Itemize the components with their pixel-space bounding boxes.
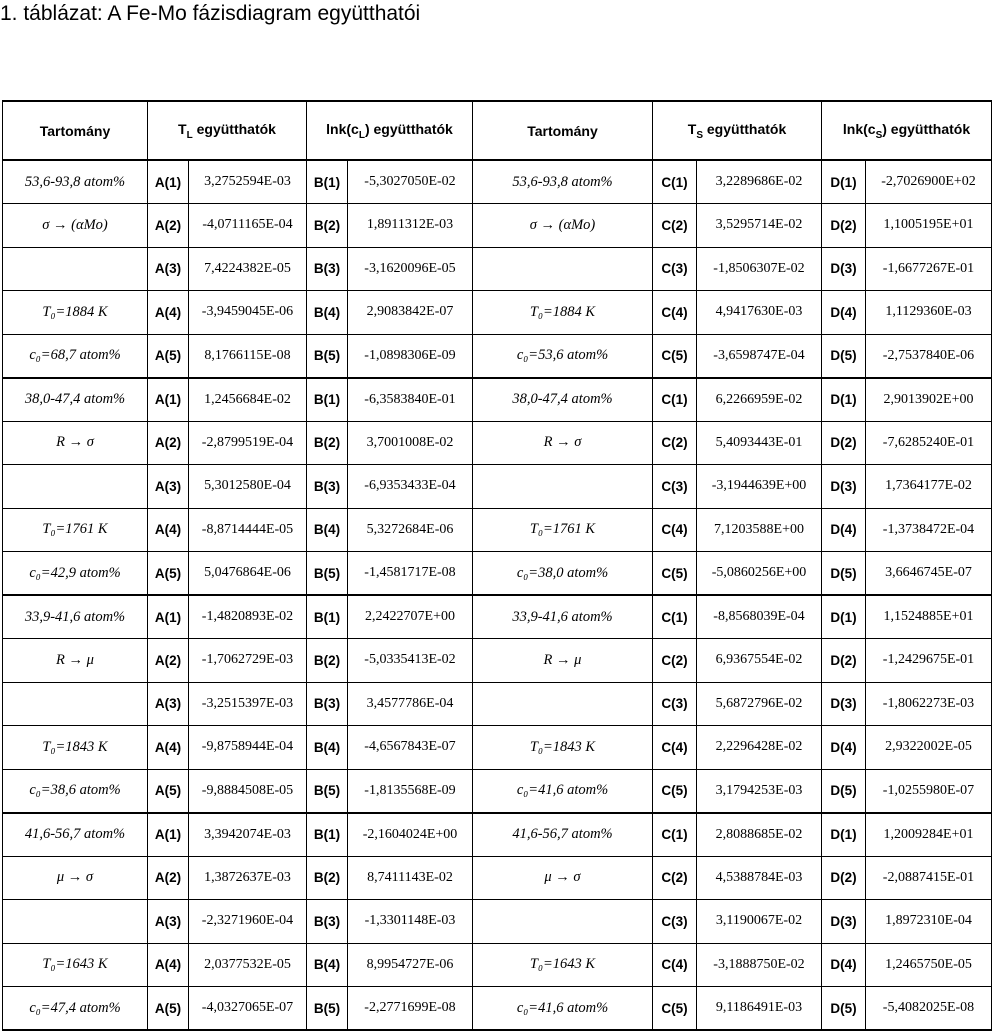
coefficient-label: C(4) xyxy=(653,726,697,770)
coefficient-label: D(4) xyxy=(822,291,866,335)
coefficient-value: 2,2422707E+00 xyxy=(348,595,473,639)
coefficient-value: -3,1888750E-02 xyxy=(697,943,822,987)
range-cell-right: 53,6-93,8 atom% xyxy=(473,160,653,204)
table-row xyxy=(3,465,992,509)
coefficient-value: 1,1005195E+01 xyxy=(866,204,992,248)
range-cell-left: 53,6-93,8 atom% xyxy=(3,160,148,204)
coefficient-label: C(4) xyxy=(653,291,697,335)
coefficient-value: 3,7001008E-02 xyxy=(348,421,473,465)
coefficient-value: -2,3271960E-04 xyxy=(189,900,307,944)
coefficient-value: -4,6567843E-07 xyxy=(348,726,473,770)
coefficient-label: D(3) xyxy=(822,465,866,509)
coefficient-value: 2,8088685E-02 xyxy=(697,813,822,857)
coefficient-value: 1,1524885E+01 xyxy=(866,595,992,639)
range-cell-right xyxy=(473,682,653,726)
coefficient-value: -3,6598747E-04 xyxy=(697,334,822,378)
range-cell-right: c₀=41,6 atom% xyxy=(473,769,653,813)
range-cell-left: R → μ xyxy=(3,639,148,683)
range-cell-right: 41,6-56,7 atom% xyxy=(473,813,653,857)
coefficient-value: 3,5295714E-02 xyxy=(697,204,822,248)
coefficient-value: 3,2752594E-03 xyxy=(189,160,307,204)
table-row xyxy=(3,856,992,900)
range-cell-right xyxy=(473,465,653,509)
coefficient-value: 1,2456684E-02 xyxy=(189,378,307,422)
coefficient-value: -1,7062729E-03 xyxy=(189,639,307,683)
coefficient-label: C(2) xyxy=(653,856,697,900)
range-cell-left: T₀=1643 K xyxy=(3,943,148,987)
coefficient-label: A(1) xyxy=(148,813,189,857)
range-cell-right: T₀=1884 K xyxy=(473,291,653,335)
coefficient-label: A(5) xyxy=(148,769,189,813)
range-cell-right: μ → σ xyxy=(473,856,653,900)
page-title: 1. táblázat: A Fe-Mo fázisdiagram együtthatói xyxy=(0,2,421,25)
coefficient-label: B(1) xyxy=(307,160,348,204)
coefficient-label: D(2) xyxy=(822,856,866,900)
coefficient-value: -2,2771699E-08 xyxy=(348,987,473,1031)
coefficient-value: -9,8884508E-05 xyxy=(189,769,307,813)
coefficient-label: B(3) xyxy=(307,900,348,944)
coefficient-label: C(2) xyxy=(653,421,697,465)
range-cell-right: T₀=1761 K xyxy=(473,508,653,552)
range-cell-left xyxy=(3,465,148,509)
phase-group xyxy=(3,378,992,596)
coefficient-label: D(3) xyxy=(822,247,866,291)
header-lncs-coefficients: $\ln k(c_S)$ együtthatók xyxy=(822,101,992,160)
coefficient-value: -1,6677267E-01 xyxy=(866,247,992,291)
coefficient-label: A(4) xyxy=(148,291,189,335)
coefficient-label: B(4) xyxy=(307,726,348,770)
coefficient-label: D(5) xyxy=(822,552,866,596)
coefficient-label: A(3) xyxy=(148,465,189,509)
coefficient-label: C(1) xyxy=(653,160,697,204)
coefficient-value: 2,9322002E-05 xyxy=(866,726,992,770)
table-row xyxy=(3,769,992,813)
coefficient-label: B(5) xyxy=(307,769,348,813)
coefficient-value: 2,9083842E-07 xyxy=(348,291,473,335)
coefficient-label: C(3) xyxy=(653,900,697,944)
coefficient-value: -5,0335413E-02 xyxy=(348,639,473,683)
range-cell-left: 38,0-47,4 atom% xyxy=(3,378,148,422)
coefficient-value: 1,8911312E-03 xyxy=(348,204,473,248)
range-cell-right: R → μ xyxy=(473,639,653,683)
coefficient-value: -1,8135568E-09 xyxy=(348,769,473,813)
coefficient-label: A(3) xyxy=(148,247,189,291)
table-row xyxy=(3,204,992,248)
coefficient-table xyxy=(2,100,992,1031)
table-row xyxy=(3,943,992,987)
coefficient-label: C(4) xyxy=(653,508,697,552)
header-lncl-coefficients: $\ln k(c_L)$ együtthatók xyxy=(307,101,473,160)
coefficient-label: D(3) xyxy=(822,900,866,944)
coefficient-value: -1,8062273E-03 xyxy=(866,682,992,726)
range-cell-left: μ → σ xyxy=(3,856,148,900)
coefficient-value: -6,9353433E-04 xyxy=(348,465,473,509)
coefficient-label: C(5) xyxy=(653,987,697,1031)
coefficient-label: D(1) xyxy=(822,378,866,422)
coefficient-value: 1,8972310E-04 xyxy=(866,900,992,944)
coefficient-label: D(4) xyxy=(822,943,866,987)
coefficient-value: 8,1766115E-08 xyxy=(189,334,307,378)
range-cell-left: R → σ xyxy=(3,421,148,465)
coefficient-value: 8,9954727E-06 xyxy=(348,943,473,987)
coefficient-value: -5,4082025E-08 xyxy=(866,987,992,1031)
table-row xyxy=(3,378,992,422)
coefficient-value: -5,3027050E-02 xyxy=(348,160,473,204)
range-cell-right: 38,0-47,4 atom% xyxy=(473,378,653,422)
coefficient-label: A(1) xyxy=(148,160,189,204)
coefficient-value: -2,1604024E+00 xyxy=(348,813,473,857)
coefficient-value: -2,7537840E-06 xyxy=(866,334,992,378)
coefficient-value: -2,8799519E-04 xyxy=(189,421,307,465)
coefficient-label: D(1) xyxy=(822,160,866,204)
coefficient-label: D(1) xyxy=(822,813,866,857)
coefficient-label: D(5) xyxy=(822,334,866,378)
header-range-left: Tartomány xyxy=(3,101,148,160)
coefficient-label: C(3) xyxy=(653,247,697,291)
coefficient-label: C(3) xyxy=(653,465,697,509)
coefficient-label: D(3) xyxy=(822,682,866,726)
coefficient-label: C(5) xyxy=(653,769,697,813)
coefficient-value: 6,9367554E-02 xyxy=(697,639,822,683)
coefficient-value: -1,0255980E-07 xyxy=(866,769,992,813)
coefficient-value: 5,4093443E-01 xyxy=(697,421,822,465)
coefficient-value: -3,1620096E-05 xyxy=(348,247,473,291)
coefficient-value: -7,6285240E-01 xyxy=(866,421,992,465)
coefficient-value: -1,8506307E-02 xyxy=(697,247,822,291)
coefficient-value: -1,0898306E-09 xyxy=(348,334,473,378)
table-row xyxy=(3,421,992,465)
range-cell-left: c₀=42,9 atom% xyxy=(3,552,148,596)
coefficient-label: D(4) xyxy=(822,726,866,770)
coefficient-label: A(2) xyxy=(148,421,189,465)
table-row xyxy=(3,247,992,291)
coefficient-label: A(3) xyxy=(148,682,189,726)
coefficient-label: B(5) xyxy=(307,987,348,1031)
range-cell-left: 33,9-41,6 atom% xyxy=(3,595,148,639)
table-row xyxy=(3,639,992,683)
table-row xyxy=(3,900,992,944)
coefficient-value: 2,2296428E-02 xyxy=(697,726,822,770)
coefficient-value: 3,3942074E-03 xyxy=(189,813,307,857)
table-row xyxy=(3,508,992,552)
range-cell-left: c₀=68,7 atom% xyxy=(3,334,148,378)
coefficient-value: 3,1794253E-03 xyxy=(697,769,822,813)
range-cell-right: c₀=53,6 atom% xyxy=(473,334,653,378)
coefficient-label: B(1) xyxy=(307,378,348,422)
coefficient-value: 4,9417630E-03 xyxy=(697,291,822,335)
coefficient-label: B(5) xyxy=(307,552,348,596)
table-row xyxy=(3,682,992,726)
coefficient-value: 8,7411143E-02 xyxy=(348,856,473,900)
coefficient-value: -1,3738472E-04 xyxy=(866,508,992,552)
coefficient-label: B(4) xyxy=(307,943,348,987)
coefficient-label: B(2) xyxy=(307,639,348,683)
coefficient-label: B(3) xyxy=(307,247,348,291)
coefficient-value: -8,8714444E-05 xyxy=(189,508,307,552)
coefficient-value: 5,0476864E-06 xyxy=(189,552,307,596)
coefficient-value: -9,8758944E-04 xyxy=(189,726,307,770)
coefficient-value: 5,3272684E-06 xyxy=(348,508,473,552)
coefficient-label: A(1) xyxy=(148,378,189,422)
coefficient-label: A(2) xyxy=(148,639,189,683)
coefficient-value: 4,5388784E-03 xyxy=(697,856,822,900)
table-row xyxy=(3,813,992,857)
range-cell-right xyxy=(473,900,653,944)
range-cell-right: T₀=1643 K xyxy=(473,943,653,987)
coefficient-value: 3,6646745E-07 xyxy=(866,552,992,596)
range-cell-right: c₀=41,6 atom% xyxy=(473,987,653,1031)
coefficient-label: B(3) xyxy=(307,465,348,509)
coefficient-value: 1,3872637E-03 xyxy=(189,856,307,900)
coefficient-value: -1,4581717E-08 xyxy=(348,552,473,596)
header-range-right: Tartomány xyxy=(473,101,653,160)
table-row xyxy=(3,291,992,335)
coefficient-label: A(4) xyxy=(148,943,189,987)
table-row xyxy=(3,334,992,378)
coefficient-value: -4,0711165E-04 xyxy=(189,204,307,248)
coefficient-label: A(4) xyxy=(148,508,189,552)
range-cell-left: T₀=1884 K xyxy=(3,291,148,335)
coefficient-label: A(1) xyxy=(148,595,189,639)
table-row xyxy=(3,726,992,770)
coefficient-value: -4,0327065E-07 xyxy=(189,987,307,1031)
coefficient-value: -2,7026900E+02 xyxy=(866,160,992,204)
coefficient-value: 9,1186491E-03 xyxy=(697,987,822,1031)
coefficient-label: A(2) xyxy=(148,204,189,248)
coefficient-label: C(1) xyxy=(653,595,697,639)
coefficient-label: B(1) xyxy=(307,813,348,857)
coefficient-value: 6,2266959E-02 xyxy=(697,378,822,422)
coefficient-label: B(3) xyxy=(307,682,348,726)
range-cell-left xyxy=(3,900,148,944)
coefficient-label: D(1) xyxy=(822,595,866,639)
range-cell-right: R → σ xyxy=(473,421,653,465)
coefficient-label: B(2) xyxy=(307,421,348,465)
coefficient-value: 5,3012580E-04 xyxy=(189,465,307,509)
coefficient-value: -3,1944639E+00 xyxy=(697,465,822,509)
coefficient-label: B(2) xyxy=(307,856,348,900)
range-cell-left: c₀=47,4 atom% xyxy=(3,987,148,1031)
coefficient-value: -5,0860256E+00 xyxy=(697,552,822,596)
coefficient-value: 1,1129360E-03 xyxy=(866,291,992,335)
range-cell-right: σ → (αMo) xyxy=(473,204,653,248)
header-ts-coefficients: $T_S$ együtthatók xyxy=(653,101,822,160)
coefficient-label: A(4) xyxy=(148,726,189,770)
coefficient-label: B(4) xyxy=(307,291,348,335)
coefficient-label: B(5) xyxy=(307,334,348,378)
coefficient-label: A(5) xyxy=(148,987,189,1031)
range-cell-left: σ → (αMo) xyxy=(3,204,148,248)
coefficient-label: C(2) xyxy=(653,639,697,683)
range-cell-right xyxy=(473,247,653,291)
coefficient-value: 1,2465750E-05 xyxy=(866,943,992,987)
phase-group xyxy=(3,160,992,378)
range-cell-right: 33,9-41,6 atom% xyxy=(473,595,653,639)
table-row xyxy=(3,987,992,1031)
coefficient-label: C(3) xyxy=(653,682,697,726)
range-cell-right: c₀=38,0 atom% xyxy=(473,552,653,596)
phase-group xyxy=(3,813,992,1031)
table-row xyxy=(3,552,992,596)
coefficient-value: 1,7364177E-02 xyxy=(866,465,992,509)
coefficient-value: 2,0377532E-05 xyxy=(189,943,307,987)
coefficient-value: 3,4577786E-04 xyxy=(348,682,473,726)
coefficient-value: 3,1190067E-02 xyxy=(697,900,822,944)
coefficient-label: D(2) xyxy=(822,204,866,248)
coefficient-label: A(5) xyxy=(148,552,189,596)
coefficient-value: -6,3583840E-01 xyxy=(348,378,473,422)
table-header-row xyxy=(3,101,992,160)
range-cell-left xyxy=(3,247,148,291)
coefficient-label: C(2) xyxy=(653,204,697,248)
coefficient-label: A(3) xyxy=(148,900,189,944)
table-row xyxy=(3,595,992,639)
range-cell-left xyxy=(3,682,148,726)
coefficient-label: B(4) xyxy=(307,508,348,552)
range-cell-right: T₀=1843 K xyxy=(473,726,653,770)
range-cell-left: T₀=1843 K xyxy=(3,726,148,770)
coefficient-label: A(2) xyxy=(148,856,189,900)
coefficient-label: B(2) xyxy=(307,204,348,248)
coefficient-label: A(5) xyxy=(148,334,189,378)
coefficient-label: C(5) xyxy=(653,334,697,378)
header-tl-coefficients: $T_L$ együtthatók xyxy=(148,101,307,160)
coefficient-value: 3,2289686E-02 xyxy=(697,160,822,204)
range-cell-left: T₀=1761 K xyxy=(3,508,148,552)
coefficient-value: -1,2429675E-01 xyxy=(866,639,992,683)
coefficient-value: 7,1203588E+00 xyxy=(697,508,822,552)
coefficient-label: D(4) xyxy=(822,508,866,552)
coefficient-label: C(4) xyxy=(653,943,697,987)
range-cell-left: 41,6-56,7 atom% xyxy=(3,813,148,857)
coefficient-value: -1,3301148E-03 xyxy=(348,900,473,944)
coefficient-value: -8,8568039E-04 xyxy=(697,595,822,639)
coefficient-value: 1,2009284E+01 xyxy=(866,813,992,857)
coefficient-value: 5,6872796E-02 xyxy=(697,682,822,726)
coefficient-value: -3,2515397E-03 xyxy=(189,682,307,726)
coefficient-label: C(5) xyxy=(653,552,697,596)
coefficient-label: C(1) xyxy=(653,813,697,857)
coefficient-value: 2,9013902E+00 xyxy=(866,378,992,422)
table-row xyxy=(3,160,992,204)
coefficient-label: D(5) xyxy=(822,769,866,813)
coefficient-value: -2,0887415E-01 xyxy=(866,856,992,900)
coefficient-label: D(2) xyxy=(822,639,866,683)
coefficient-label: D(2) xyxy=(822,421,866,465)
range-cell-left: c₀=38,6 atom% xyxy=(3,769,148,813)
coefficient-value: -1,4820893E-02 xyxy=(189,595,307,639)
coefficient-label: B(1) xyxy=(307,595,348,639)
coefficient-label: D(5) xyxy=(822,987,866,1031)
coefficient-value: -3,9459045E-06 xyxy=(189,291,307,335)
coefficient-value: 7,4224382E-05 xyxy=(189,247,307,291)
coefficient-label: C(1) xyxy=(653,378,697,422)
phase-group xyxy=(3,595,992,813)
